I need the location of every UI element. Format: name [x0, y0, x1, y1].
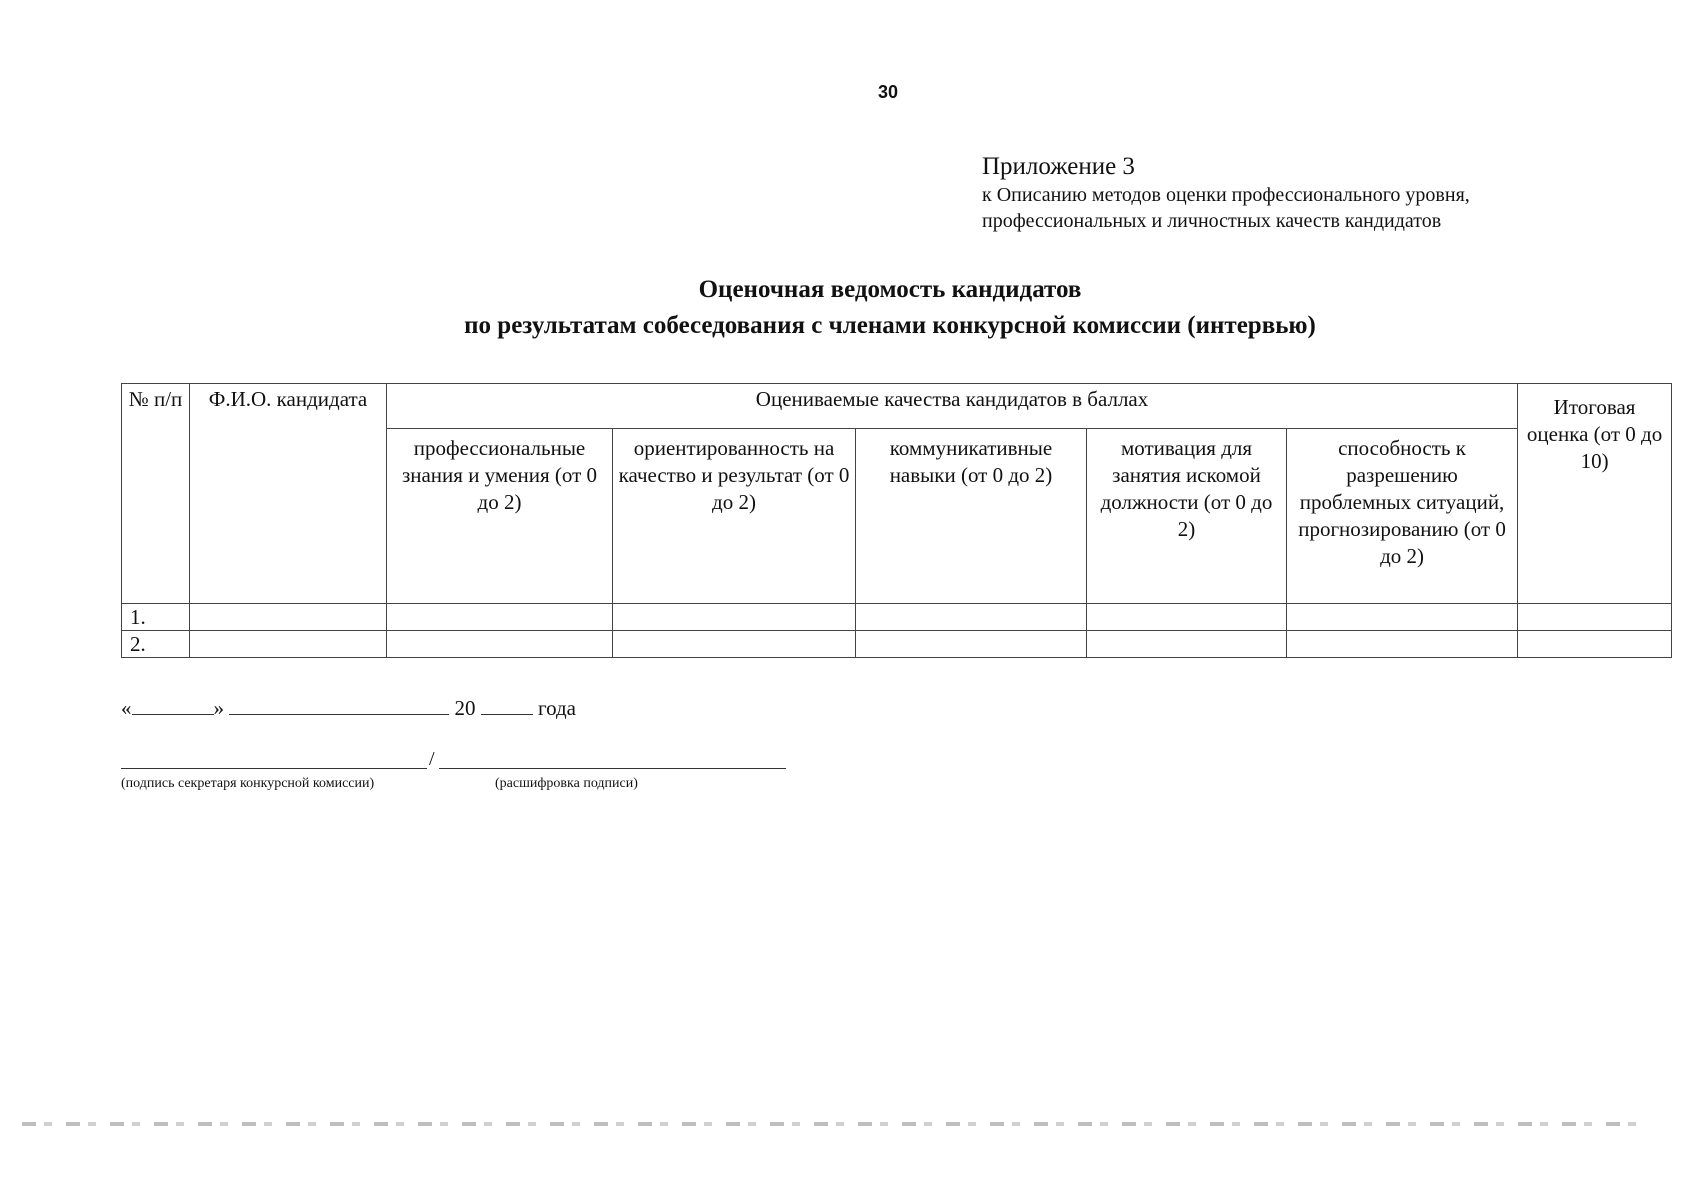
date-open-quote: « — [121, 696, 132, 720]
scan-artifact-line — [22, 1122, 1642, 1126]
signature-separator: / — [429, 748, 435, 770]
cell-score — [856, 631, 1087, 658]
year-prefix: 20 — [454, 696, 476, 720]
cell-total — [1518, 631, 1672, 658]
date-close-quote: » — [213, 696, 224, 720]
appendix-title: Приложение 3 — [982, 153, 1135, 180]
criterion-header-quality: ориентированность на качество и результат (от 0 до 2) — [613, 429, 856, 604]
cell-score — [856, 604, 1087, 631]
signature-decoding-blank — [439, 768, 786, 769]
table-row — [122, 604, 1672, 631]
document-title-line-1: Оценочная ведомость кандидатов — [698, 276, 1082, 303]
criterion-header-motivation: мотивация для занятия искомой должности (от 0 до 2) — [1087, 429, 1287, 604]
cell-score — [613, 631, 856, 658]
document-title — [300, 272, 1480, 344]
cell-score — [1287, 631, 1518, 658]
column-header-total: Итоговая оценка (от 0 до 10) — [1518, 384, 1672, 604]
year-blank — [481, 694, 533, 715]
month-blank — [229, 694, 449, 715]
document-title-line-2: по результатам собеседования с членами конкурсной комиссии (интервью) — [464, 312, 1316, 339]
column-header-name: Ф.И.О. кандидата — [190, 384, 387, 604]
appendix-note — [982, 152, 1622, 234]
cell-score — [387, 631, 613, 658]
page-number: 30 — [878, 82, 899, 102]
row-number: 2. — [122, 631, 190, 658]
day-blank — [132, 694, 214, 715]
criterion-header-professional: профессиональные знания и умения (от 0 до 2) — [387, 429, 613, 604]
appendix-line-2: профессиональных и личностных качеств кандидатов — [982, 210, 1442, 232]
column-header-group: Оцениваемые качества кандидатов в баллах — [387, 384, 1518, 429]
cell-name — [190, 604, 387, 631]
decoding-caption: (расшифровка подписи) — [495, 776, 638, 791]
cell-score — [613, 604, 856, 631]
criterion-header-problem-solving: способность к разрешению проблемных ситуаций, прогнозированию (от 0 до 2) — [1287, 429, 1518, 604]
date-suffix: года — [538, 696, 576, 720]
appendix-line-1: к Описанию методов оценки профессионального уровня, — [982, 184, 1470, 206]
cell-name — [190, 631, 387, 658]
date-line — [121, 694, 576, 721]
table-row — [122, 631, 1672, 658]
column-header-number: № п/п — [122, 384, 190, 604]
cell-score — [387, 604, 613, 631]
criterion-header-communication: коммуникативные навыки (от 0 до 2) — [856, 429, 1087, 604]
signature-line — [121, 750, 786, 770]
signature-caption: (подпись секретаря конкурсной комиссии) — [121, 776, 375, 791]
signature-blank — [121, 768, 427, 769]
row-number: 1. — [122, 604, 190, 631]
cell-score — [1287, 604, 1518, 631]
evaluation-table — [121, 383, 1672, 658]
cell-score — [1087, 631, 1287, 658]
cell-score — [1087, 604, 1287, 631]
cell-total — [1518, 604, 1672, 631]
